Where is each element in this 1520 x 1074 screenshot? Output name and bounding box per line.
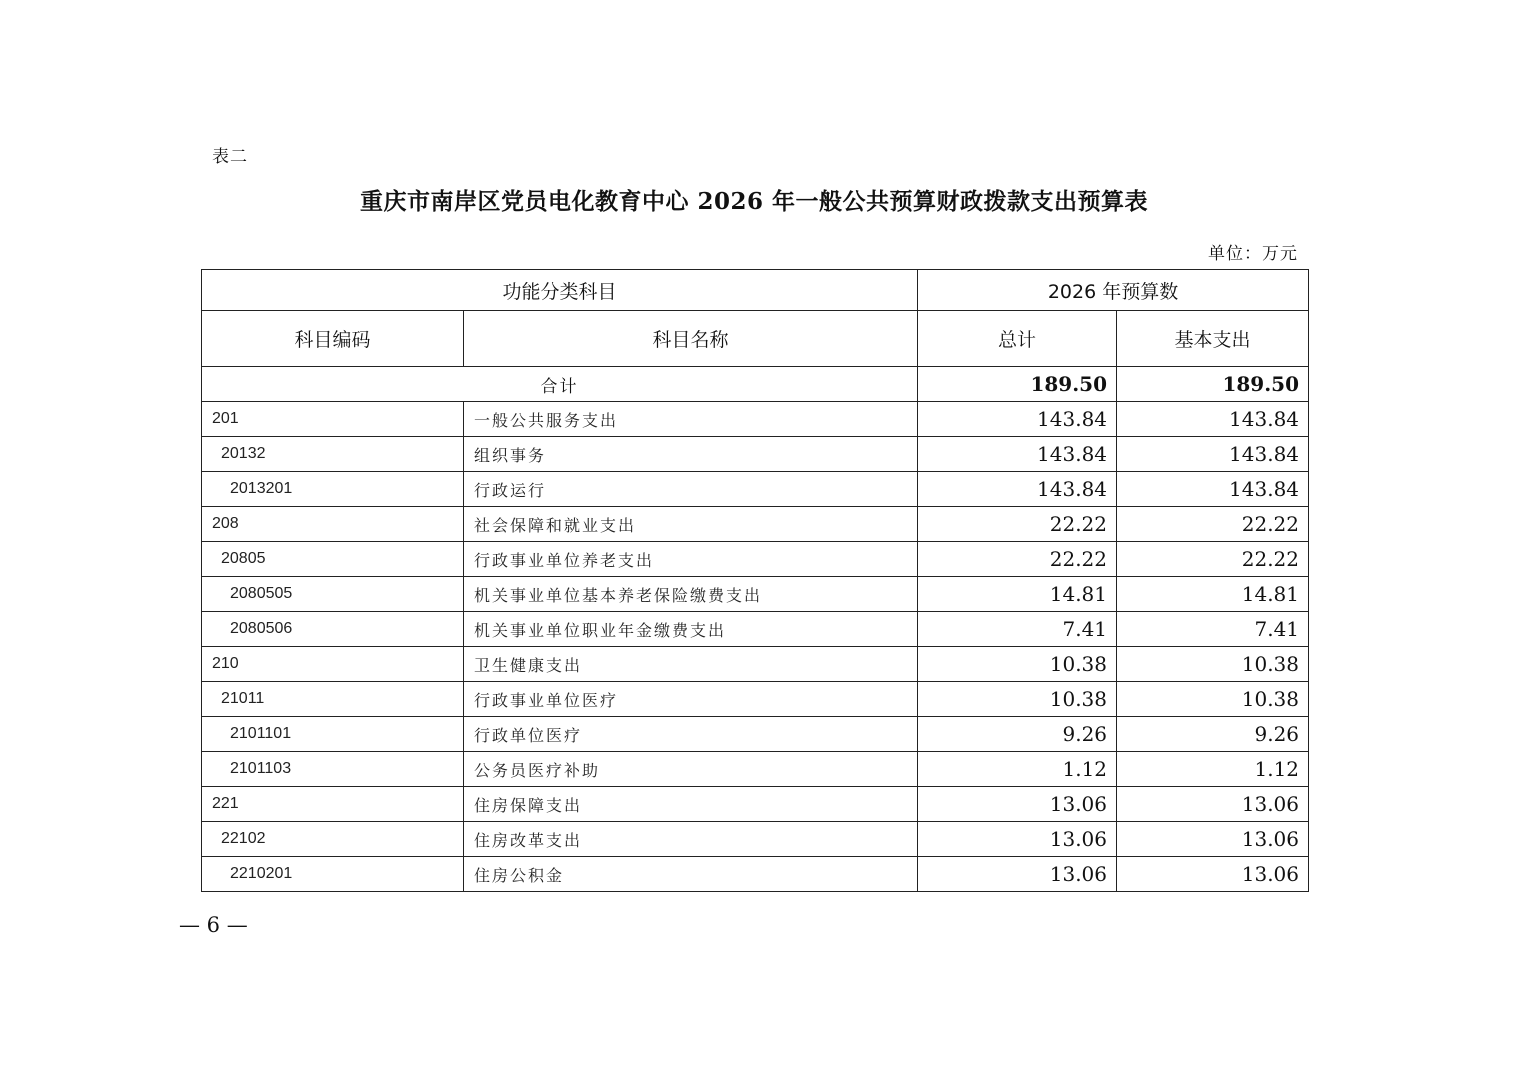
- row-basic: 7.41: [1117, 612, 1309, 647]
- row-name: 公务员医疗补助: [464, 752, 918, 787]
- table-row: [202, 472, 1309, 507]
- row-basic: 1.12: [1117, 752, 1309, 787]
- table-row: [202, 752, 1309, 787]
- column-header-name: 科目名称: [464, 311, 918, 367]
- row-total: 14.81: [918, 577, 1117, 612]
- column-header-row: [202, 311, 1309, 367]
- row-total: 13.06: [918, 857, 1117, 892]
- row-code: 22102: [202, 822, 464, 857]
- group-header-function-category: 功能分类科目: [202, 270, 918, 311]
- row-code: 210: [202, 647, 464, 682]
- row-name: 行政运行: [464, 472, 918, 507]
- row-total: 143.84: [918, 402, 1117, 437]
- row-total: 143.84: [918, 472, 1117, 507]
- table-row: [202, 787, 1309, 822]
- row-basic: 14.81: [1117, 577, 1309, 612]
- row-total: 13.06: [918, 822, 1117, 857]
- column-header-basic: 基本支出: [1117, 311, 1309, 367]
- row-basic: 13.06: [1117, 787, 1309, 822]
- row-code: 201: [202, 402, 464, 437]
- table-row: [202, 437, 1309, 472]
- row-basic: 10.38: [1117, 682, 1309, 717]
- row-name: 组织事务: [464, 437, 918, 472]
- total-label: 合计: [202, 367, 918, 402]
- budget-table: [201, 269, 1309, 892]
- group-header-row: [202, 270, 1309, 311]
- row-total: 13.06: [918, 787, 1117, 822]
- table-row: [202, 577, 1309, 612]
- row-name: 一般公共服务支出: [464, 402, 918, 437]
- row-basic: 10.38: [1117, 647, 1309, 682]
- row-basic: 143.84: [1117, 402, 1309, 437]
- table-row: [202, 682, 1309, 717]
- table-row: [202, 542, 1309, 577]
- row-code: 20132: [202, 437, 464, 472]
- row-name: 行政事业单位医疗: [464, 682, 918, 717]
- page-number: — 6 —: [179, 913, 248, 937]
- total-basic-amount: 189.50: [1117, 367, 1309, 402]
- column-header-code: 科目编码: [202, 311, 464, 367]
- row-basic: 143.84: [1117, 472, 1309, 507]
- row-code: 221: [202, 787, 464, 822]
- row-basic: 13.06: [1117, 857, 1309, 892]
- unit-note: 单位：万元: [1208, 244, 1298, 264]
- row-code: 208: [202, 507, 464, 542]
- row-total: 22.22: [918, 542, 1117, 577]
- total-row: [202, 367, 1309, 402]
- row-code: 2080506: [202, 612, 464, 647]
- row-total: 22.22: [918, 507, 1117, 542]
- table-label: 表二: [212, 147, 248, 167]
- row-code: 2101103: [202, 752, 464, 787]
- row-code: 2101101: [202, 717, 464, 752]
- row-basic: 9.26: [1117, 717, 1309, 752]
- row-name: 社会保障和就业支出: [464, 507, 918, 542]
- row-basic: 22.22: [1117, 507, 1309, 542]
- row-total: 10.38: [918, 682, 1117, 717]
- row-name: 住房公积金: [464, 857, 918, 892]
- row-code: 2080505: [202, 577, 464, 612]
- row-code: 21011: [202, 682, 464, 717]
- row-basic: 13.06: [1117, 822, 1309, 857]
- table-row: [202, 822, 1309, 857]
- table-row: [202, 507, 1309, 542]
- row-name: 行政单位医疗: [464, 717, 918, 752]
- column-header-total: 总计: [918, 311, 1117, 367]
- row-basic: 22.22: [1117, 542, 1309, 577]
- document-title: 重庆市南岸区党员电化教育中心 2026 年一般公共预算财政拨款支出预算表: [359, 188, 1149, 215]
- row-total: 1.12: [918, 752, 1117, 787]
- row-name: 住房改革支出: [464, 822, 918, 857]
- row-name: 行政事业单位养老支出: [464, 542, 918, 577]
- table-row: [202, 857, 1309, 892]
- row-name: 机关事业单位职业年金缴费支出: [464, 612, 918, 647]
- row-name: 机关事业单位基本养老保险缴费支出: [464, 577, 918, 612]
- row-total: 9.26: [918, 717, 1117, 752]
- row-name: 住房保障支出: [464, 787, 918, 822]
- table-row: [202, 717, 1309, 752]
- row-name: 卫生健康支出: [464, 647, 918, 682]
- table-row: [202, 647, 1309, 682]
- row-total: 7.41: [918, 612, 1117, 647]
- row-code: 2013201: [202, 472, 464, 507]
- row-code: 20805: [202, 542, 464, 577]
- row-code: 2210201: [202, 857, 464, 892]
- group-header-budget-2026: 2026 年预算数: [918, 270, 1309, 311]
- row-total: 143.84: [918, 437, 1117, 472]
- table-row: [202, 612, 1309, 647]
- row-basic: 143.84: [1117, 437, 1309, 472]
- row-total: 10.38: [918, 647, 1117, 682]
- total-amount: 189.50: [918, 367, 1117, 402]
- table-row: [202, 402, 1309, 437]
